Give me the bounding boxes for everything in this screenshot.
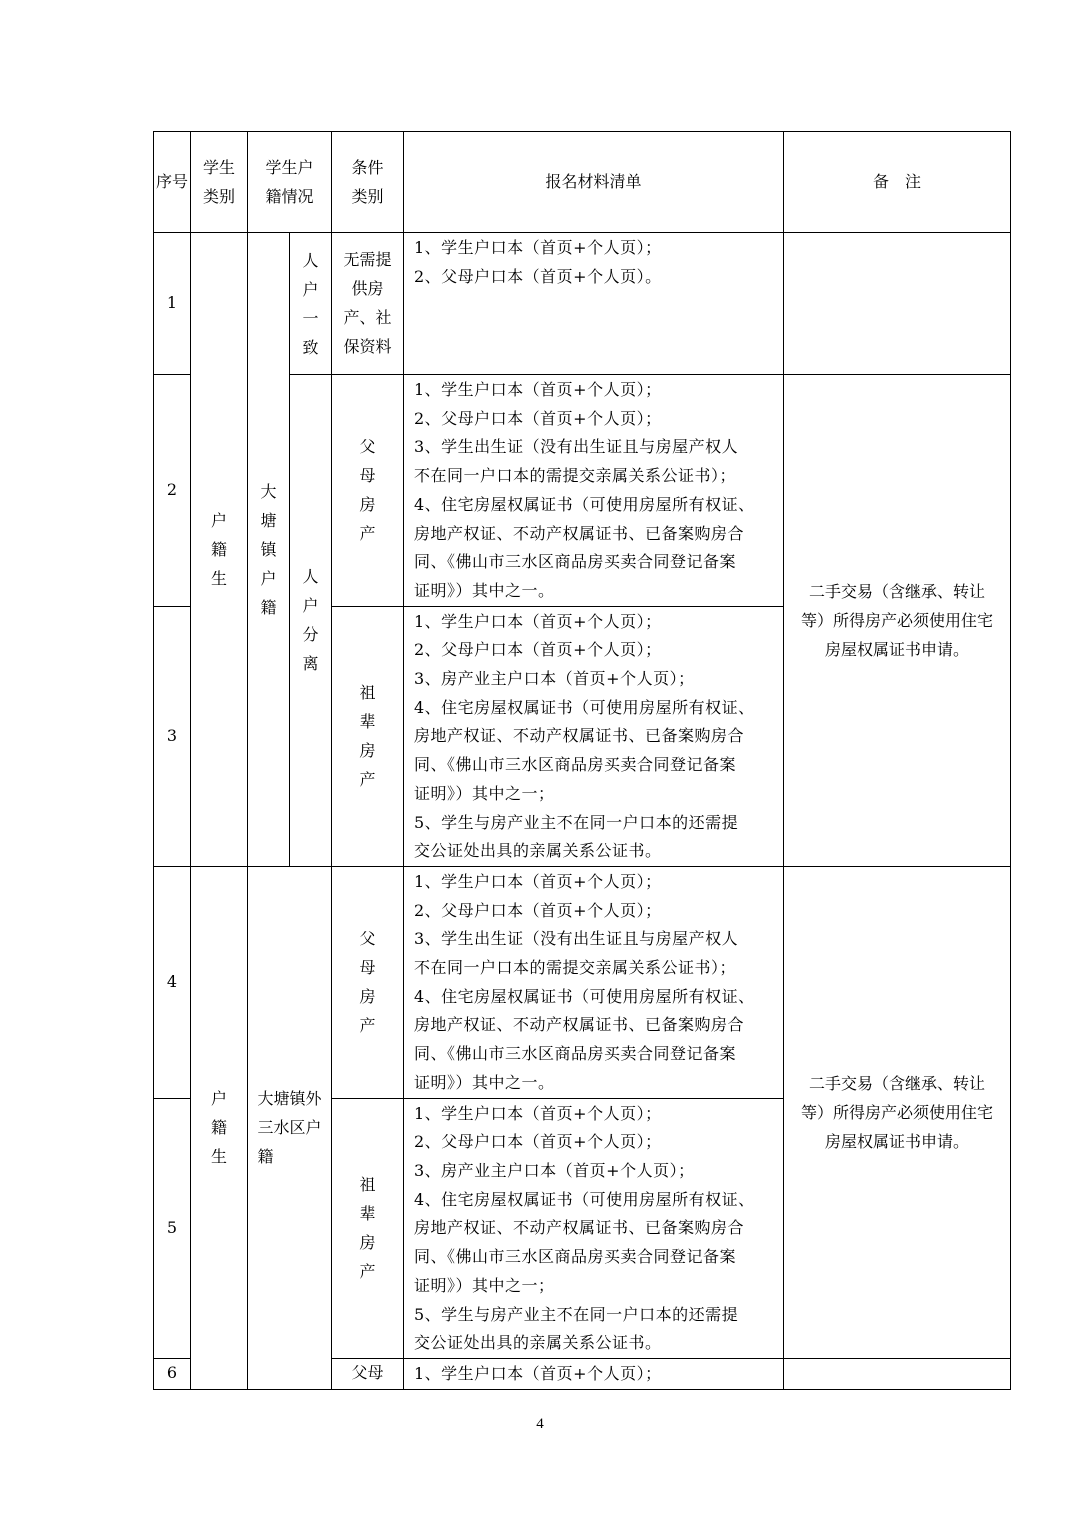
header-seq: 序号 [154,132,191,233]
hukou-other-cell: 大塘镇外三水区户籍 [248,866,332,1389]
materials-cell [404,1098,784,1358]
material-line: 4、住宅房屋权属证书（可使用房屋所有权证、 [414,494,755,514]
material-line: 房地产权证、不动产权属证书、已备案购房合 [414,726,745,746]
header-materials: 报名材料清单 [404,132,784,233]
header-hukou-status: 学生户籍情况 [248,132,332,233]
row-seq: 2 [154,375,191,607]
material-line: 不在同一户口本的需提交亲属关系公证书）； [414,958,737,978]
material-line: 同、《佛山市三水区商品房买卖合同登记备案 [414,1247,737,1267]
material-line: 1、学生户口本（首页+个人页）； [414,380,662,399]
material-line: 5、学生与房产业主不在同一户口本的还需提 [414,812,739,832]
condition-cell: 父母房产 [332,866,404,1098]
material-line: 证明》）其中之一； [414,1275,555,1295]
table-row [154,866,1011,1098]
notes-cell-empty [784,1358,1011,1389]
material-line: 2、父母户口本（首页+个人页）； [414,1132,662,1152]
hukou-local-cell: 大塘镇户籍 [248,233,290,867]
material-line: 3、学生出生证（没有出生证且与房屋产权人 [414,929,739,949]
materials-cell [404,606,784,866]
material-line: 1、学生户口本（首页+个人页）； [414,1103,662,1123]
condition-cell: 祖辈房产 [332,606,404,866]
material-line: 同、《佛山市三水区商品房买卖合同登记备案 [414,1044,737,1064]
material-line: 证明》）其中之一； [414,783,555,803]
header-condition-type: 条件类别 [332,132,404,233]
enrollment-materials-table [153,131,1011,1390]
row-seq: 4 [154,866,191,1098]
condition-cell: 父母房产 [332,375,404,607]
student-type-cell: 户籍生 [191,233,248,867]
material-line: 2、父母户口本（首页+个人页）； [414,408,662,428]
material-line: 1、学生户口本（首页+个人页）； [414,1363,662,1383]
material-line: 3、房产业主户口本（首页+个人页）； [414,669,695,689]
material-line: 房地产权证、不动产权属证书、已备案购房合 [414,1015,745,1035]
material-line: 1、学生户口本（首页+个人页）； [414,871,662,891]
row-seq: 6 [154,1358,191,1389]
material-line: 5、学生与房产业主不在同一户口本的还需提 [414,1304,739,1324]
condition-cell: 父母 [332,1358,404,1389]
condition-cell: 无需提供房产、社保资料 [332,233,404,375]
material-line: 2、父母户口本（首页+个人页）； [414,640,662,660]
material-line: 1、学生户口本（首页+个人页）； [414,611,662,631]
material-line: 3、房产业主户口本（首页+个人页）； [414,1160,695,1180]
material-line: 证明》）其中之一。 [414,580,555,600]
condition-cell: 祖辈房产 [332,1098,404,1358]
header-student-type: 学生类别 [191,132,248,233]
material-line: 2、父母户口本（首页+个人页）； [414,900,662,920]
notes-cell-empty [784,233,1011,375]
material-line: 1、学生户口本（首页+个人页）； [414,238,662,257]
materials-cell [404,233,784,375]
row-seq: 5 [154,1098,191,1358]
material-line: 房地产权证、不动产权属证书、已备案购房合 [414,1218,745,1238]
material-line: 2、父母户口本（首页+个人页）。 [414,266,662,286]
row-seq: 3 [154,606,191,866]
materials-cell [404,866,784,1098]
table-header-row [154,132,1011,233]
material-line: 4、住宅房屋权属证书（可使用房屋所有权证、 [414,1189,755,1209]
header-notes: 备 注 [784,132,1011,233]
notes-cell: 二手交易（含继承、转让等）所得房产必须使用住宅房屋权属证书申请。 [784,375,1011,867]
hukou-separated-cell: 人户分离 [290,375,332,867]
material-line: 交公证处出具的亲属关系公证书。 [414,841,662,861]
student-type-cell: 户籍生 [191,866,248,1389]
material-line: 交公证处出具的亲属关系公证书。 [414,1333,662,1353]
table-row [154,233,1011,375]
material-line: 3、学生出生证（没有出生证且与房屋产权人 [414,437,739,457]
material-line: 不在同一户口本的需提交亲属关系公证书）； [414,466,737,486]
row-seq: 1 [154,233,191,375]
material-line: 同、《佛山市三水区商品房买卖合同登记备案 [414,552,737,572]
material-line: 4、住宅房屋权属证书（可使用房屋所有权证、 [414,697,755,717]
materials-cell [404,375,784,607]
material-line: 证明》）其中之一。 [414,1072,555,1092]
materials-cell [404,1358,784,1389]
hukou-consistent-cell: 人户一致 [290,233,332,375]
page-number: 4 [536,1416,544,1432]
notes-cell: 二手交易（含继承、转让等）所得房产必须使用住宅房屋权属证书申请。 [784,866,1011,1358]
material-line: 4、住宅房屋权属证书（可使用房屋所有权证、 [414,986,755,1006]
material-line: 同、《佛山市三水区商品房买卖合同登记备案 [414,755,737,775]
material-line: 房地产权证、不动产权属证书、已备案购房合 [414,523,745,543]
